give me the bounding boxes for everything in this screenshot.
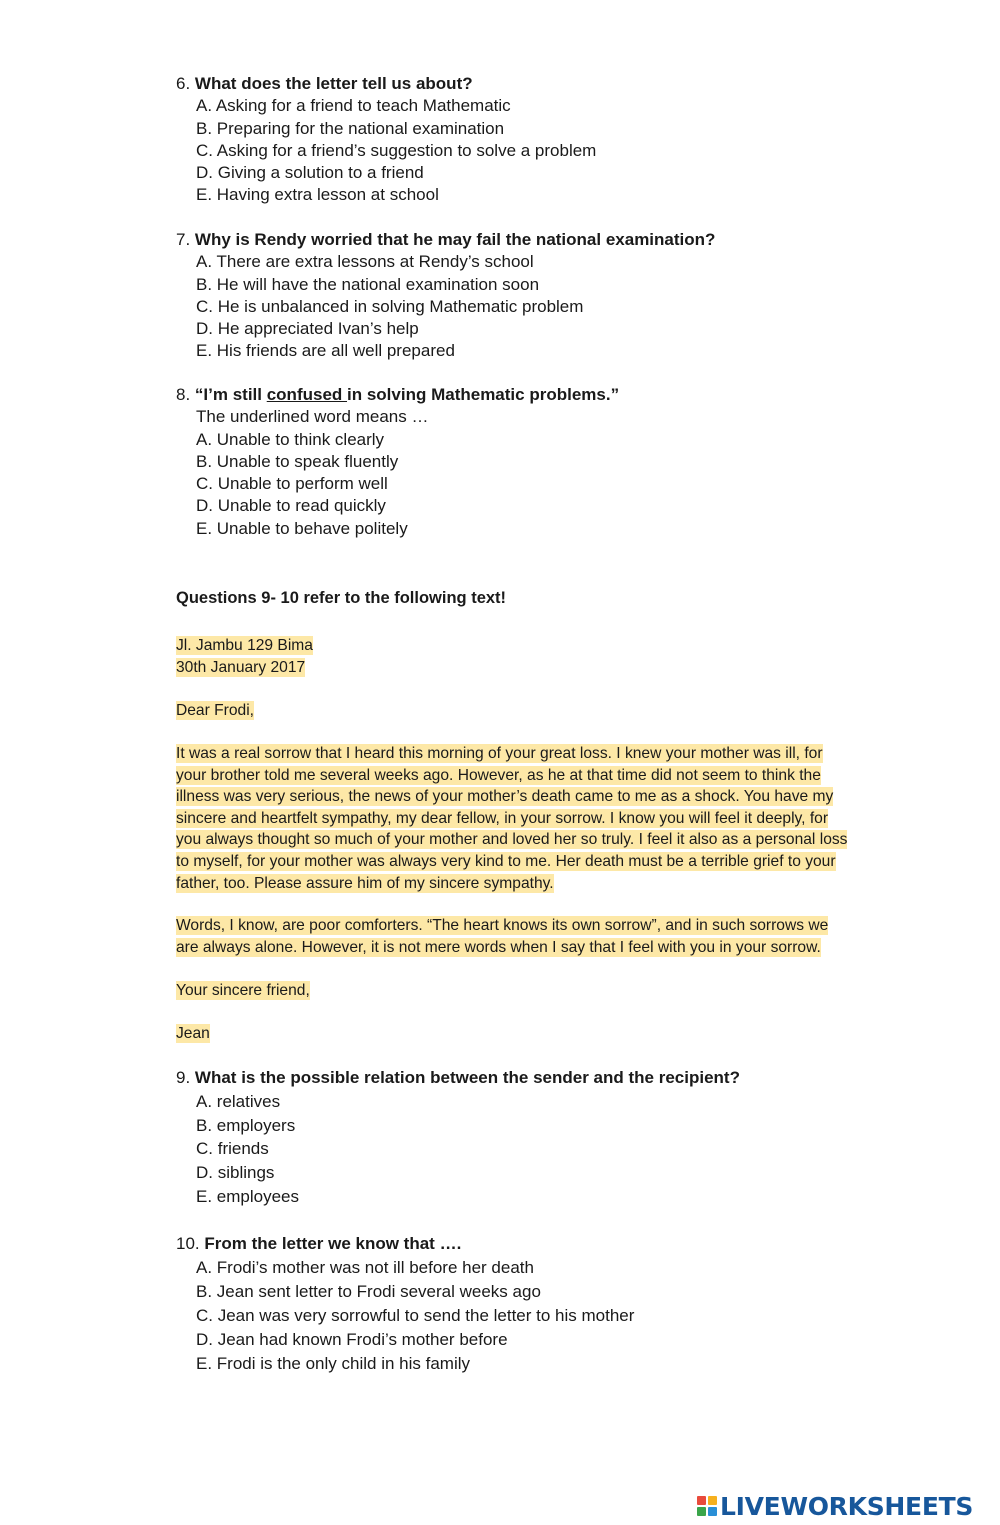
question-quote (195, 385, 619, 404)
question-9 (176, 1066, 740, 1209)
option-a[interactable]: A. Unable to think clearly (196, 429, 385, 449)
logo-square-green (697, 1507, 706, 1516)
reference-heading: Questions 9- 10 refer to the following text! (176, 589, 507, 607)
question-10-options (176, 1256, 634, 1376)
paragraph-line: sincere and heartfelt sympathy, my dear fellow, in your sorrow. I know you will feel it deeply, for (176, 809, 829, 827)
question-text: What is the possible relation between the sender and the recipient? (194, 1068, 740, 1087)
quote-end: in solving Mathematic problems.” (347, 385, 620, 404)
question-text: What does the letter tell us about? (194, 74, 473, 93)
option-c[interactable]: C. Unable to perform well (196, 474, 388, 494)
letter-paragraph-1 (176, 743, 891, 894)
paragraph-line: illness was very serious, the news of your mother’s death came to me as a shock. You have my (176, 788, 834, 806)
logo-square-yellow (708, 1496, 717, 1505)
question-8-options (176, 429, 619, 540)
question-8 (176, 384, 619, 540)
option-e[interactable]: E. employees (196, 1186, 299, 1206)
question-number: 9. (176, 1068, 191, 1087)
option-e[interactable]: E. Unable to behave politely (196, 518, 408, 538)
letter-address: Jl. Jambu 129 Bima (176, 637, 313, 654)
question-8-stem (176, 384, 619, 406)
paragraph-line: your brother told me several weeks ago. However, as he at that time did not seem to think the (176, 766, 821, 784)
question-number: 6. (176, 74, 191, 93)
question-6-options (176, 95, 596, 206)
brand-name: LIVEWORKSHEETS (720, 1491, 974, 1521)
question-7-options (176, 251, 715, 362)
logo-square-red (697, 1496, 706, 1505)
option-c[interactable]: C. Jean was very sorrowful to send the letter to his mother (196, 1305, 635, 1325)
letter-signature-block (176, 1023, 891, 1045)
option-d[interactable]: D. Unable to read quickly (196, 496, 386, 516)
question-9-options (176, 1090, 740, 1209)
paragraph-line: Words, I know, are poor comforters. “The heart knows its own sorrow”, and in such sorrows we (176, 917, 829, 934)
letter-date: 30th January 2017 (176, 658, 306, 676)
quote-start: “I’m still (194, 385, 267, 404)
letter-greeting: Dear Frodi, (176, 702, 254, 719)
option-c[interactable]: C. Asking for a friend’s suggestion to solve a problem (196, 140, 597, 160)
paragraph-line: to myself, for your mother was always very kind to me. Her death must be a terrible grief to your (176, 852, 836, 870)
letter-signature: Jean (176, 1025, 210, 1042)
letter-closing-block (176, 980, 891, 1002)
option-c[interactable]: C. He is unbalanced in solving Mathematic problem (196, 296, 584, 316)
option-b[interactable]: B. Jean sent letter to Frodi several weeks ago (196, 1281, 541, 1301)
question-7-stem (176, 229, 715, 251)
option-d[interactable]: D. siblings (196, 1163, 275, 1183)
option-b[interactable]: B. employers (196, 1115, 296, 1135)
option-b[interactable]: B. He will have the national examination soon (196, 274, 540, 294)
question-6 (176, 73, 596, 207)
question-text: Why is Rendy worried that he may fail the national examination? (194, 230, 716, 249)
option-d[interactable]: D. He appreciated Ivan’s help (196, 319, 419, 339)
liveworksheets-logo-icon (697, 1496, 717, 1516)
option-b[interactable]: B. Unable to speak fluently (196, 451, 399, 471)
question-number: 10. (176, 1234, 200, 1253)
option-d[interactable]: D. Jean had known Frodi’s mother before (196, 1329, 508, 1349)
paragraph-line: are always alone. However, it is not mere words when I say that I feel with you in your sorrow. (176, 938, 821, 956)
liveworksheets-brand[interactable] (697, 1489, 973, 1523)
option-a[interactable]: A. There are extra lessons at Rendy’s school (196, 252, 534, 272)
paragraph-line: you always thought so much of your mother and loved her so truly. I feel it also as a personal loss (176, 831, 848, 849)
question-9-stem (176, 1066, 740, 1090)
question-6-stem (176, 73, 596, 95)
question-10 (176, 1232, 634, 1375)
option-b[interactable]: B. Preparing for the national examination (196, 118, 505, 138)
letter-paragraph-2 (176, 915, 891, 958)
letter-address-block (176, 635, 891, 678)
option-a[interactable]: A. Asking for a friend to teach Mathematic (196, 96, 511, 116)
question-number: 7. (176, 230, 191, 249)
letter-closing: Your sincere friend, (176, 982, 310, 999)
option-a[interactable]: A. Frodi’s mother was not ill before her death (196, 1257, 534, 1277)
question-7 (176, 229, 715, 363)
underlined-word: confused (266, 385, 348, 404)
letter-greeting-block (176, 700, 891, 722)
option-d[interactable]: D. Giving a solution to a friend (196, 163, 424, 183)
question-number: 8. (176, 385, 191, 404)
option-a[interactable]: A. relatives (196, 1091, 281, 1111)
logo-square-blue (708, 1507, 717, 1516)
question-prompt: The underlined word means … (196, 407, 429, 427)
option-e[interactable]: E. Frodi is the only child in his family (196, 1353, 470, 1373)
paragraph-line: father, too. Please assure him of my sincere sympathy. (176, 874, 554, 892)
option-e[interactable]: E. Having extra lesson at school (196, 185, 439, 205)
question-text: From the letter we know that …. (204, 1234, 462, 1253)
paragraph-line: It was a real sorrow that I heard this morning of your great loss. I knew your mother was ill, for (176, 745, 823, 762)
option-c[interactable]: C. friends (196, 1139, 269, 1159)
question-10-stem (176, 1232, 634, 1256)
option-e[interactable]: E. His friends are all well prepared (196, 341, 455, 361)
